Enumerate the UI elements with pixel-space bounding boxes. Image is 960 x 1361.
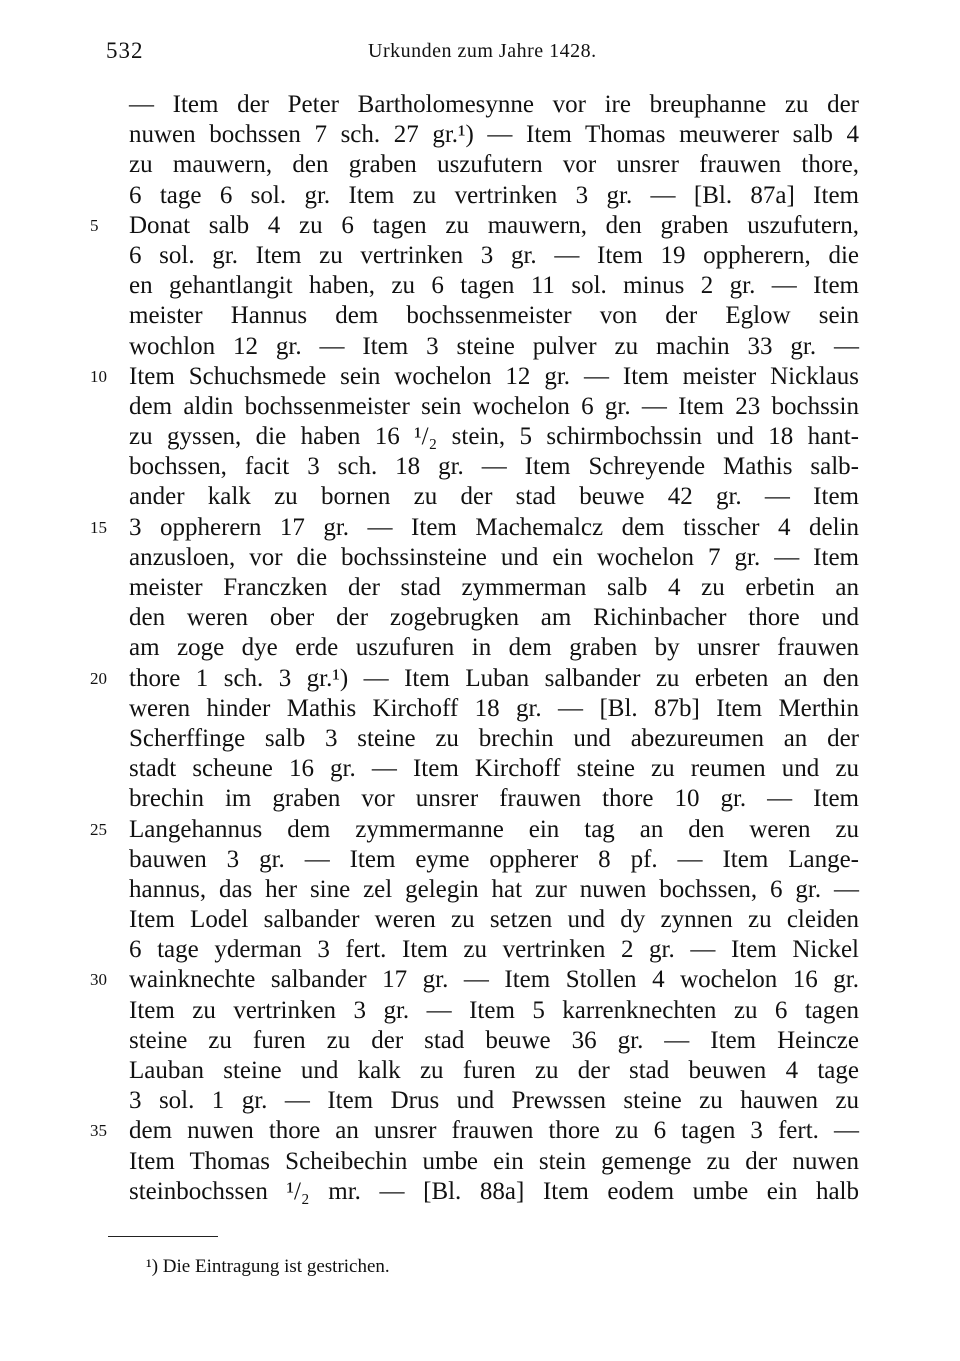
footnote: ¹) Die Eintragung ist gestrichen.: [146, 1256, 390, 1277]
line-text: anzusloen, vor die bochssinsteine und ein wochelon 7 gr. — Item: [129, 543, 859, 571]
page-header: [106, 38, 866, 68]
running-head: Urkunden zum Jahre 1428.: [368, 40, 597, 62]
text-line: [0, 150, 960, 180]
line-text: Item Lodel salbander weren zu setzen und dy zynnen zu cleiden: [129, 906, 859, 934]
text-line: [0, 754, 960, 784]
text-line: [0, 1177, 960, 1207]
line-text: brechin im graben vor unsrer frauwen thore 10 gr. — Item: [129, 785, 859, 813]
text-line: [0, 633, 960, 663]
line-text: hannus, das her sine zel gelegin hat zur nuwen bochssen, 6 gr. —: [129, 875, 859, 903]
text-line: [0, 90, 960, 120]
line-text: bochssen, facit 3 sch. 18 gr. — Item Schreyende Mathis salb-: [129, 453, 859, 481]
line-text: Item Thomas Scheibechin umbe ein stein gemenge zu der nuwen: [129, 1147, 859, 1175]
line-text: zu gyssen, die haben 16 ¹/₂ stein, 5 schirmbochssin und 18 hant-: [129, 423, 859, 451]
text-line: [0, 482, 960, 512]
line-text: 6 tage yderman 3 fert. Item zu vertrinken 2 gr. — Item Nickel: [129, 936, 859, 964]
text-line: [0, 573, 960, 603]
line-text: en gehantlangit haben, zu 6 tagen 11 sol. minus 2 gr. — Item: [129, 272, 859, 300]
line-text: am zoge dye erde uszufuren in dem graben by unsrer frauwen: [129, 634, 859, 662]
text-line: [0, 1116, 960, 1146]
line-text: weren hinder Mathis Kirchoff 18 gr. — [Bl. 87b] Item Merthin: [129, 694, 859, 722]
text-line: [0, 905, 960, 935]
text-line: [0, 271, 960, 301]
text-line: [0, 181, 960, 211]
line-number: 20: [90, 668, 107, 688]
line-text: dem nuwen thore an unsrer frauwen thore zu 6 tagen 3 fert. —: [129, 1117, 859, 1145]
text-line: [0, 332, 960, 362]
text-line: [0, 422, 960, 452]
footnote-divider: [108, 1236, 218, 1237]
text-line: [0, 120, 960, 150]
text-line: [0, 603, 960, 633]
line-text: stadt scheune 16 gr. — Item Kirchoff steine zu reumen und zu: [129, 755, 859, 783]
line-text: wochlon 12 gr. — Item 3 steine pulver zu machin 33 gr. —: [129, 332, 859, 360]
text-line: [0, 724, 960, 754]
text-line: [0, 211, 960, 241]
line-text: Item Schuchsmede sein wochelon 12 gr. — Item meister Nicklaus: [129, 362, 859, 390]
line-number: 15: [90, 517, 107, 537]
line-text: — Item der Peter Bartholomesynne vor ire breuphanne zu der: [129, 91, 859, 118]
line-text: Item zu vertrinken 3 gr. — Item 5 karrenknechten zu 6 tagen: [129, 996, 859, 1024]
text-line: [0, 392, 960, 422]
line-text: thore 1 sch. 3 gr.¹) — Item Luban salbander zu erbeten an den: [129, 664, 859, 692]
line-text: wainknechte salbander 17 gr. — Item Stollen 4 wochelon 16 gr.: [129, 966, 859, 994]
text-line: [0, 543, 960, 573]
line-number: 35: [90, 1121, 107, 1141]
line-text: bauwen 3 gr. — Item eyme oppherer 8 pf. — Item Lange-: [129, 845, 859, 873]
text-line: [0, 996, 960, 1026]
line-text: 6 tage 6 sol. gr. Item zu vertrinken 3 gr. — [Bl. 87a] Item: [129, 181, 859, 209]
text-line: [0, 1056, 960, 1086]
line-text: 6 sol. gr. Item zu vertrinken 3 gr. — Item 19 oppherern, die: [129, 241, 859, 269]
line-text: Scherffinge salb 3 steine zu brechin und abezureumen an der: [129, 724, 859, 752]
line-number: 5: [90, 215, 99, 235]
text-line: [0, 513, 960, 543]
line-text: nuwen bochssen 7 sch. 27 gr.¹) — Item Thomas meuwerer salb 4: [129, 121, 859, 149]
body-text: [0, 90, 960, 1207]
text-line: [0, 664, 960, 694]
line-text: steine zu furen zu der stad beuwe 36 gr. — Item Heincze: [129, 1026, 859, 1054]
text-line: [0, 452, 960, 482]
text-line: [0, 815, 960, 845]
text-line: [0, 875, 960, 905]
line-text: 3 oppherern 17 gr. — Item Machemalcz dem tisscher 4 delin: [129, 513, 859, 541]
line-number: 25: [90, 819, 107, 839]
text-line: [0, 694, 960, 724]
line-text: Lauban steine und kalk zu furen zu der stad beuwen 4 tage: [129, 1057, 859, 1084]
text-line: [0, 1147, 960, 1177]
text-line: [0, 1086, 960, 1116]
text-line: [0, 784, 960, 814]
line-text: ander kalk zu bornen zu der stad beuwe 42 gr. — Item: [129, 483, 859, 511]
text-line: [0, 301, 960, 331]
line-text: Donat salb 4 zu 6 tagen zu mauwern, den graben uszufutern,: [129, 211, 859, 239]
line-text: meister Franczken der stad zymmerman salb 4 zu erbetin an: [129, 574, 859, 601]
line-text: zu mauwern, den graben uszufutern vor unsrer frauwen thore,: [129, 151, 859, 179]
line-number: 10: [90, 366, 107, 386]
line-text: 3 sol. 1 gr. — Item Drus und Prewssen steine zu hauwen zu: [129, 1087, 859, 1115]
line-text: den weren ober der zogebrugken am Richinbacher thore und: [129, 604, 859, 632]
text-line: [0, 1026, 960, 1056]
page-number: 532: [106, 38, 144, 63]
line-number: 30: [90, 970, 107, 990]
text-line: [0, 935, 960, 965]
line-text: dem aldin bochssenmeister sein wochelon 6 gr. — Item 23 bochssin: [129, 392, 859, 420]
text-line: [0, 965, 960, 995]
line-text: steinbochssen ¹/₂ mr. — [Bl. 88a] Item eodem umbe ein halb: [129, 1177, 859, 1205]
line-text: Langehannus dem zymmermanne ein tag an den weren zu: [129, 815, 859, 843]
line-text: meister Hannus dem bochssenmeister von der Eglow sein: [129, 302, 859, 330]
text-line: [0, 241, 960, 271]
text-line: [0, 845, 960, 875]
text-line: [0, 362, 960, 392]
